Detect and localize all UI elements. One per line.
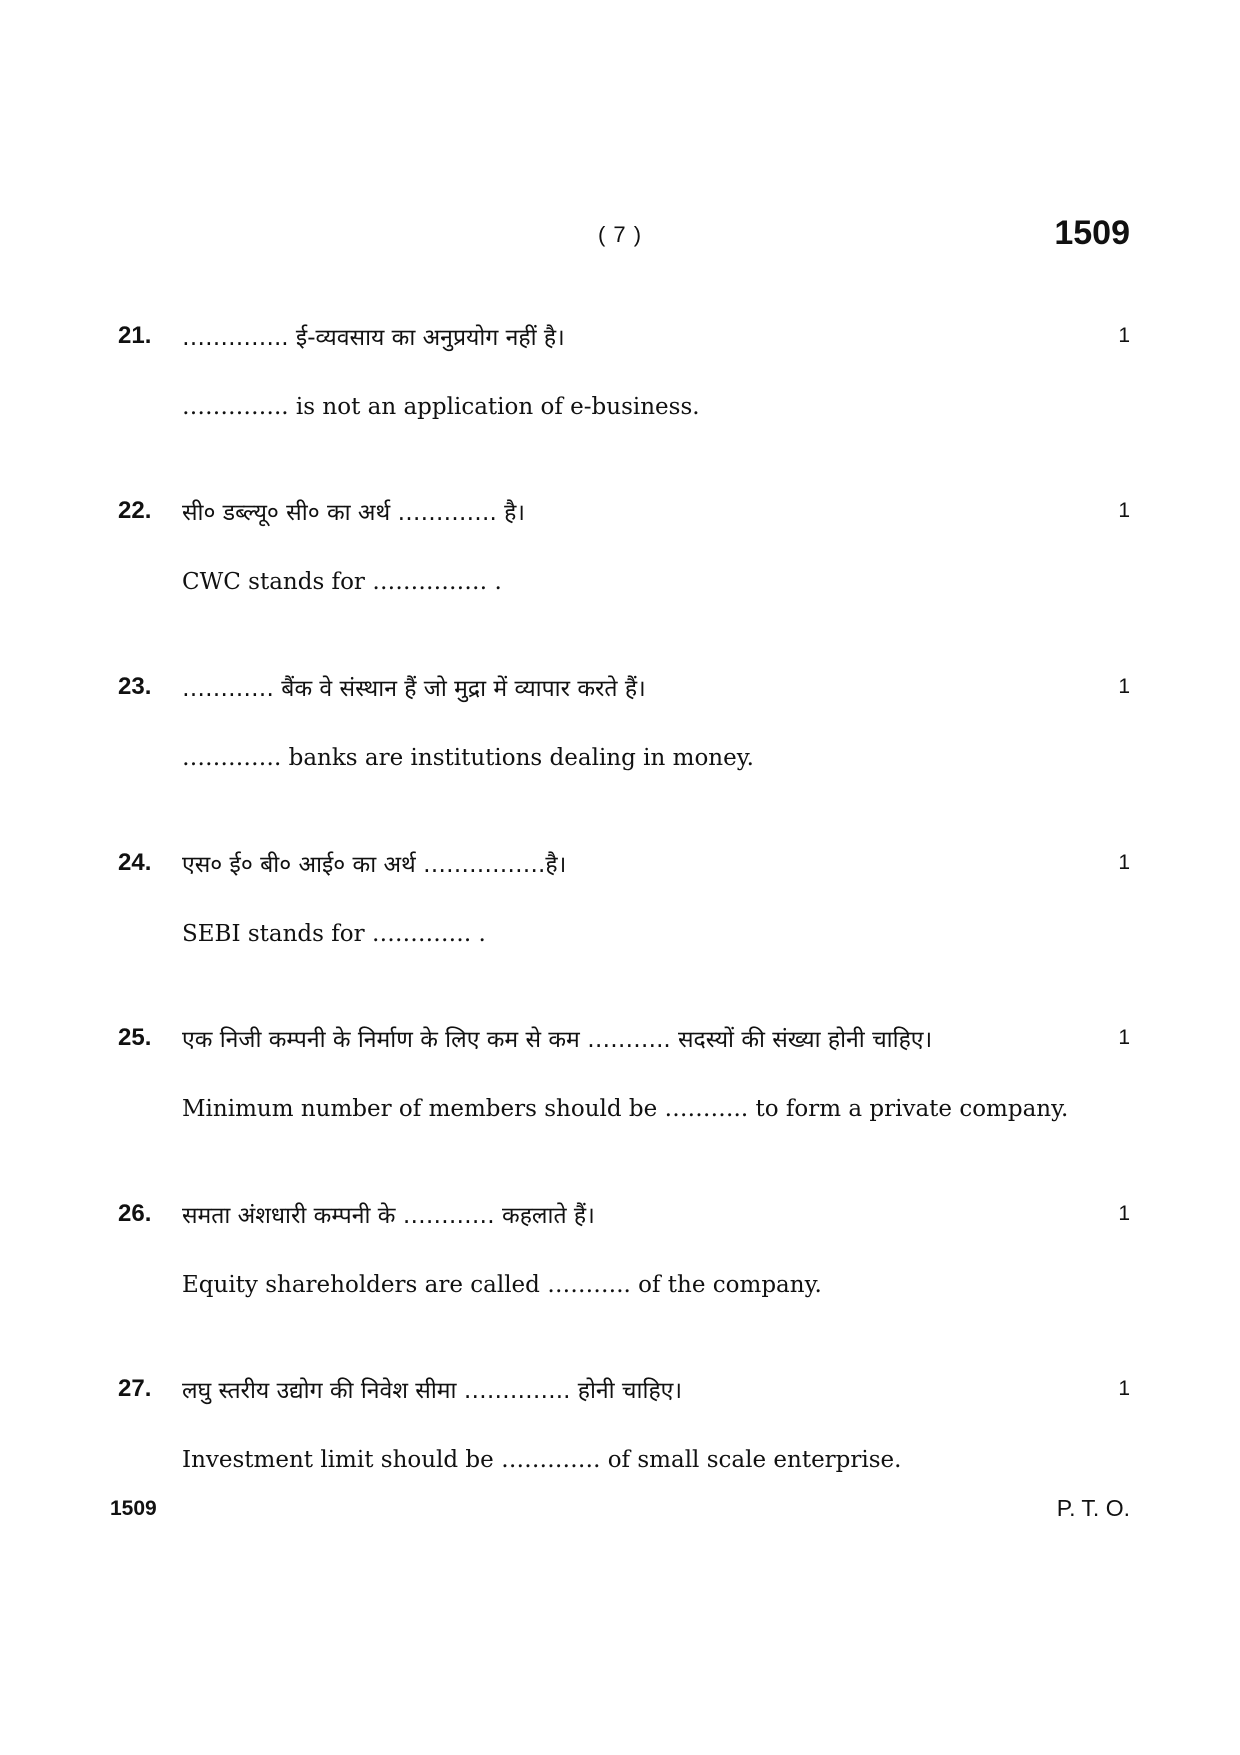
question-text-english: CWC stands for …………… .: [182, 569, 502, 595]
question-text-hindi: एक निजी कम्पनी के निर्माण के लिए कम से कम ……….. सदस्यों की संख्या होनी चाहिए।: [182, 1027, 933, 1053]
question-text-hindi: ………….. ई-व्यवसाय का अनुप्रयोग नहीं है।: [182, 325, 565, 351]
question-text-english: ………….. is not an application of e-business.: [182, 394, 700, 420]
please-turn-over: P. T. O.: [1056, 1495, 1130, 1521]
question-text-english: Equity shareholders are called ……….. of the company.: [182, 1272, 822, 1298]
question-text-english: …………. banks are institutions dealing in money.: [182, 745, 754, 771]
question-marks: 1: [1118, 324, 1130, 347]
question-number: 25.: [118, 1024, 152, 1051]
question-text-hindi: ………… बैंक वे संस्थान हैं जो मुद्रा में व्यापार करते हैं।: [182, 676, 646, 702]
question-marks: 1: [1118, 851, 1130, 874]
question-number: 22.: [118, 497, 152, 524]
question-marks: 1: [1118, 1202, 1130, 1225]
question-marks: 1: [1118, 499, 1130, 522]
question-number: 23.: [118, 673, 152, 700]
question-number: 24.: [118, 849, 152, 876]
question-text-english: Investment limit should be …………. of small scale enterprise.: [182, 1447, 902, 1473]
page-number: ( 7 ): [597, 222, 643, 247]
question-number: 21.: [118, 322, 152, 349]
question-text-hindi: एस० ई० बी० आई० का अर्थ …………….है।: [182, 852, 567, 878]
paper-code-footer: 1509: [110, 1497, 157, 1520]
question-marks: 1: [1118, 1377, 1130, 1400]
question-text-hindi: लघु स्तरीय उद्योग की निवेश सीमा ………….. होनी चाहिए।: [182, 1378, 683, 1404]
question-text-hindi: सी० डब्ल्यू० सी० का अर्थ …………. है।: [182, 500, 526, 526]
question-text-english: Minimum number of members should be ……….. to form a private company.: [182, 1096, 1069, 1122]
paper-code-header: 1509: [1054, 214, 1130, 252]
question-marks: 1: [1118, 675, 1130, 698]
question-text-english: SEBI stands for …………. .: [182, 921, 486, 947]
question-number: 26.: [118, 1200, 152, 1227]
question-text-hindi: समता अंशधारी कम्पनी के ………… कहलाते हैं।: [182, 1203, 595, 1229]
question-number: 27.: [118, 1375, 152, 1402]
question-marks: 1: [1118, 1026, 1130, 1049]
